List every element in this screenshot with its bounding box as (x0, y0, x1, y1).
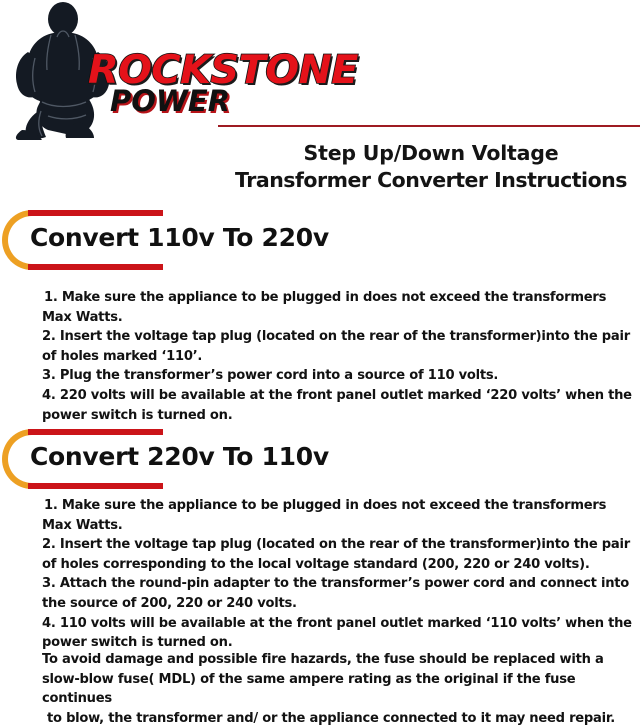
step-text: 2. Insert the voltage tap plug (located on the rear of the transformer)into the pair of holes corresponding to the local voltage standard (200, 220 or 240 volts). (42, 537, 630, 572)
step-text: 1. Make sure the appliance to be plugged in does not exceed the transformers Max Watts. (42, 290, 607, 325)
list-item (42, 535, 634, 574)
list-item (42, 574, 634, 613)
page-title-line-2: Transformer Converter Instructions (235, 168, 627, 192)
steps-list-convert-220-to-110 (42, 496, 634, 653)
warning-line-1: To avoid damage and possible fire hazards, the fuse should be replaced with a (42, 652, 604, 667)
page-title-line-1: Step Up/Down Voltage (303, 141, 559, 165)
page-title (222, 140, 640, 194)
brand-name-secondary: POWER (110, 84, 231, 118)
header-divider (218, 125, 640, 127)
list-item (42, 288, 634, 327)
bracket-bar-top (28, 210, 163, 216)
step-text: 3. Attach the round-pin adapter to the transformer’s power cord and connect into the source of 200, 220 or 240 volts. (42, 576, 630, 611)
list-item (42, 327, 634, 366)
step-text: 4. 220 volts will be available at the front panel outlet marked ‘220 volts’ when the power switch is turned on. (42, 387, 632, 423)
warning-line-2: slow-blow fuse( MDL) of the same ampere rating as the original if the fuse continues (42, 671, 576, 707)
brand-wordmark (88, 48, 388, 128)
warning-line-3: to blow, the transformer and/ or the appliance connected to it may need repair. (47, 710, 615, 726)
section-heading-convert-220-to-110 (0, 428, 560, 490)
steps-list-convert-110-to-220 (42, 288, 634, 425)
step-text: 1. Make sure the appliance to be plugged in does not exceed the transformers Max Watts. (42, 498, 607, 533)
bracket-bar-top (28, 429, 163, 435)
section-title-text: Convert 220v To 110v (30, 442, 329, 471)
bracket-bar-bottom (28, 483, 163, 489)
section-heading-convert-110-to-220 (0, 209, 560, 271)
step-text: 2. Insert the voltage tap plug (located on the rear of the transformer)into the pair of holes marked ‘110’. (42, 329, 630, 364)
brand-name-primary: ROCKSTONE (88, 48, 358, 93)
list-item (42, 614, 634, 653)
fuse-warning-note (42, 650, 636, 728)
step-text: 4. 110 volts will be available at the front panel outlet marked ‘110 volts’ when the power switch is turned on. (42, 615, 632, 651)
section-title-text: Convert 110v To 220v (30, 223, 329, 252)
brand-logo (0, 0, 400, 140)
bracket-bar-bottom (28, 264, 163, 270)
step-text: 3. Plug the transformer’s power cord into a source of 110 volts. (42, 368, 499, 384)
list-item (42, 386, 634, 425)
list-item (42, 366, 634, 386)
list-item (42, 496, 634, 535)
